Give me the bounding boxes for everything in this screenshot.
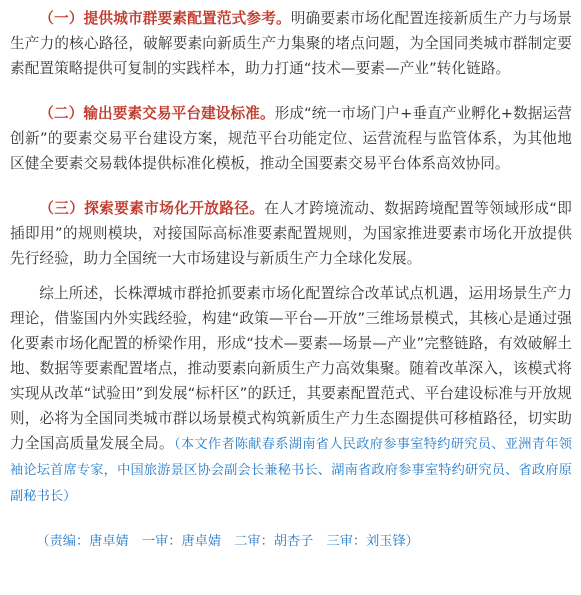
section-1 — [10, 6, 572, 81]
section-3-body: 在人才跨境流动、数据跨境配置等领域形成“即插即用”的规则模块，对接国际高标准要素配置规则，为国家推进要素市场化开放提供先行经验，助力全国统一大市场建设与新质生产力全球化发展。 — [10, 200, 572, 267]
section-1-body: 明确要素市场化配置连接新质生产力与场景生产力的核心路径，破解要素向新质生产力集聚的堵点问题，为全国同类城市群制定要素配置策略提供可复制的实践样本，助力打通“技术—要素—产业”转化链路。 — [10, 10, 572, 77]
section-3 — [10, 196, 572, 271]
section-3-heading: （三）探索要素市场化开放路径。 — [39, 200, 265, 217]
section-2-heading: （二）输出要素交易平台建设标准。 — [39, 105, 275, 122]
conclusion-paragraph — [10, 281, 572, 509]
section-1-heading: （一）提供城市群要素配置范式参考。 — [39, 10, 291, 27]
author-note: （本文作者陈献春系湖南省人民政府参事室特约研究员、亚洲青年领袖论坛首席专家，中国旅游景区协会副会长兼秘书长、湖南省政府参事室特约研究员、省政府原副秘书长） — [10, 437, 572, 504]
article-body — [10, 6, 572, 553]
conclusion-text: 综上所述，长株潭城市群抢抓要素市场化配置综合改革试点机遇，运用场景生产力理论，借鉴国内外实践经验，构建“政策—平台—开放”三维场景模式，其核心是通过强化要素市场化配置的桥梁作用，形成“技术—要素—场景—产业”完整链路，有效破解土地、数据等要素配置堵点，推动要素向新质生产力高效集聚。随着改革深入，该模式将实现从改革“试验田”到发展“标杆区”的跃迁，其要素配置范式、平台建设标准与开放规则，必将为全国同类城市群以场景模式构筑新质生产力生态圈提供可移植路径，切实助力全国高质量发展全局。 — [10, 285, 572, 452]
section-2 — [10, 101, 572, 176]
section-2-body: 形成“统一市场门户+垂直产业孵化+数据运营创新”的要素交易平台建设方案，规范平台功能定位、运营流程与监管体系，为其他地区健全要素交易载体提供标准化模板，推动全国要素交易平台体系高效协同。 — [10, 105, 572, 172]
editors-line: （责编：唐卓婧 一审：唐卓婧 二审：胡杏子 三审：刘玉锋） — [36, 534, 419, 549]
